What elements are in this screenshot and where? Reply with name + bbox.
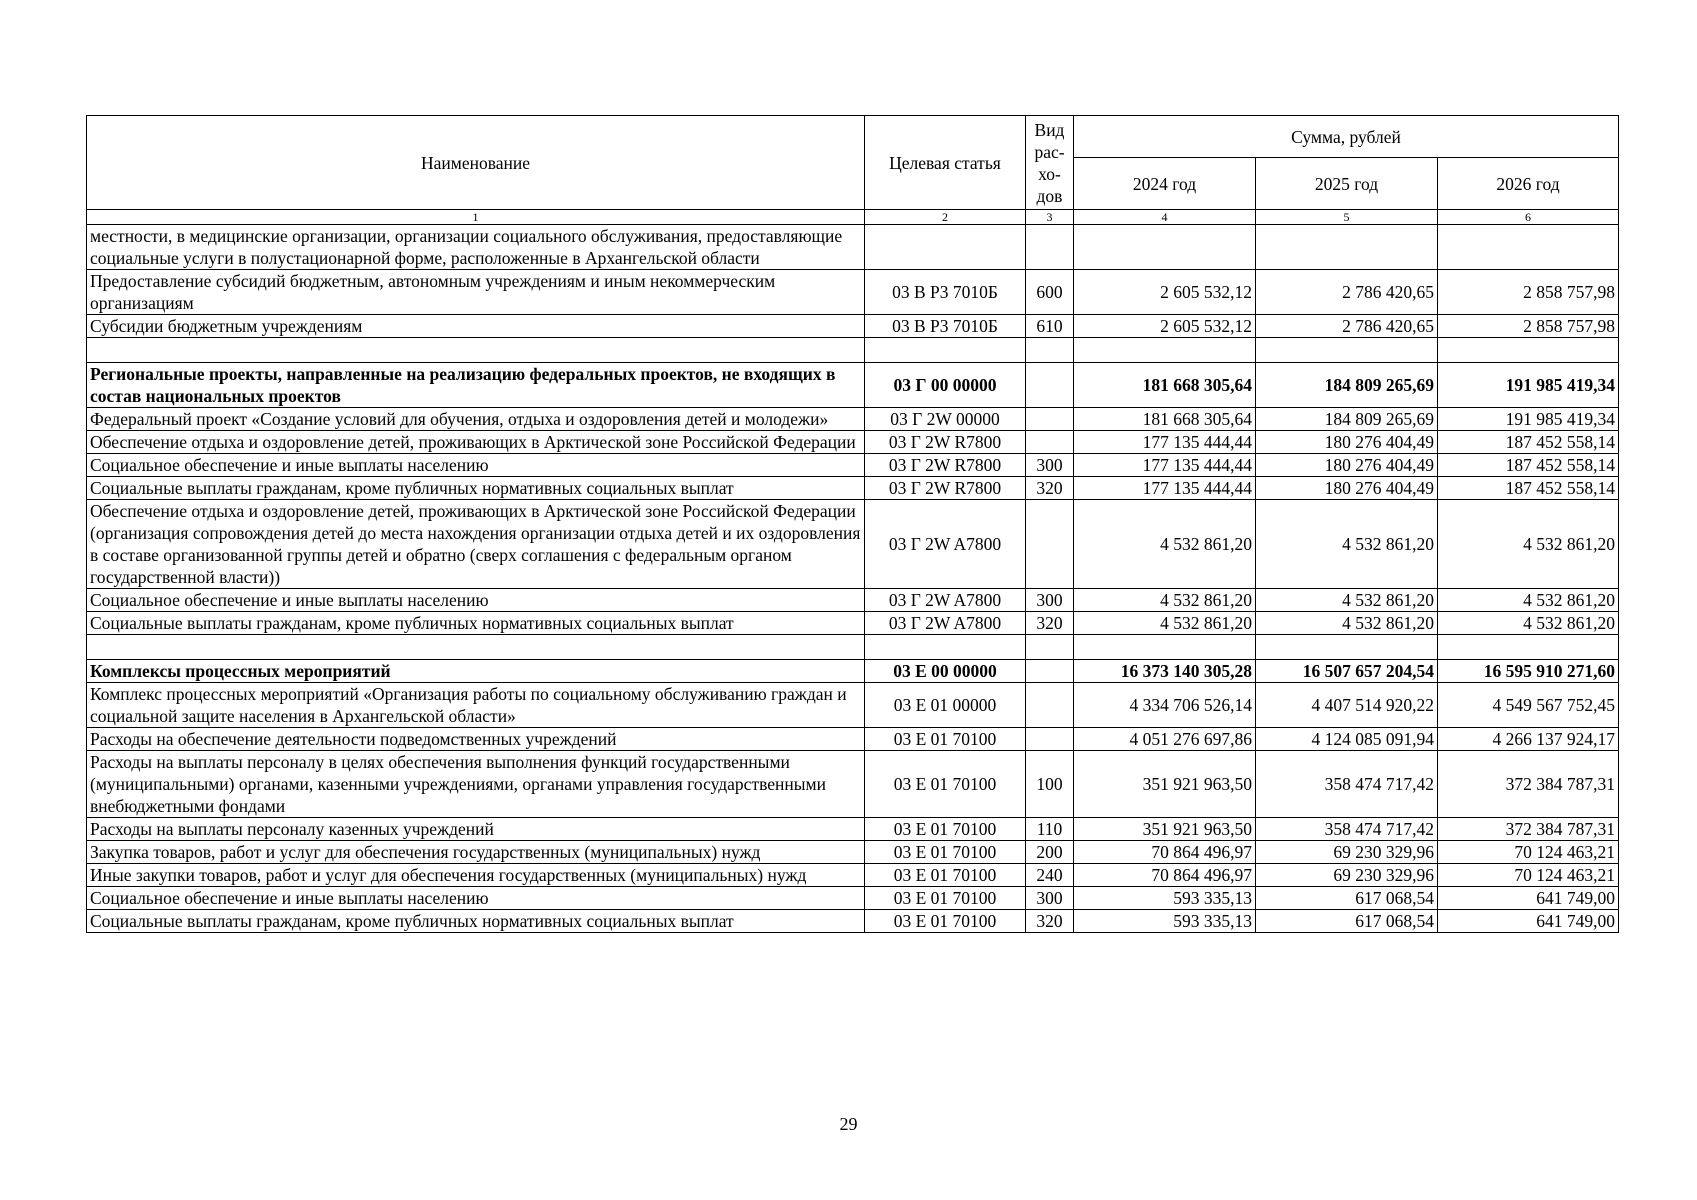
row-expense-type xyxy=(1026,363,1074,408)
header-target: Целевая статья xyxy=(865,116,1026,210)
row-sum-2024: 177 135 444,44 xyxy=(1074,454,1256,477)
row-target-code xyxy=(865,225,1026,270)
row-target-code: 03 Е 01 70100 xyxy=(865,887,1026,910)
row-sum-2024: 181 668 305,64 xyxy=(1074,408,1256,431)
row-sum-2025: 358 474 717,42 xyxy=(1256,818,1438,841)
row-sum-2024: 593 335,13 xyxy=(1074,887,1256,910)
row-sum-2025: 4 532 861,20 xyxy=(1256,589,1438,612)
row-sum-2025: 180 276 404,49 xyxy=(1256,431,1438,454)
table-row xyxy=(87,589,1619,612)
row-sum-2026: 70 124 463,21 xyxy=(1438,841,1619,864)
row-name: Иные закупки товаров, работ и услуг для обеспечения государственных (муниципальных) нужд xyxy=(87,864,865,887)
row-sum-2025: 69 230 329,96 xyxy=(1256,864,1438,887)
table-row xyxy=(87,751,1619,818)
header-sum: Сумма, рублей xyxy=(1074,116,1619,158)
row-target-code: 03 Е 01 70100 xyxy=(865,818,1026,841)
row-target-code: 03 В Р3 7010Б xyxy=(865,270,1026,315)
row-sum-2026: 4 549 567 752,45 xyxy=(1438,683,1619,728)
row-sum-2025: 617 068,54 xyxy=(1256,910,1438,933)
row-sum-2025: 184 809 265,69 xyxy=(1256,408,1438,431)
table-row xyxy=(87,818,1619,841)
row-sum-2025: 358 474 717,42 xyxy=(1256,751,1438,818)
row-sum-2026 xyxy=(1438,338,1619,363)
row-target-code: 03 Г 2W R7800 xyxy=(865,431,1026,454)
row-expense-type: 100 xyxy=(1026,751,1074,818)
row-expense-type: 610 xyxy=(1026,315,1074,338)
header-name: Наименование xyxy=(87,116,865,210)
row-sum-2026: 4 532 861,20 xyxy=(1438,500,1619,589)
table-row xyxy=(87,864,1619,887)
column-number: 4 xyxy=(1074,210,1256,225)
row-name: Социальные выплаты гражданам, кроме публичных нормативных социальных выплат xyxy=(87,612,865,635)
row-sum-2024: 4 532 861,20 xyxy=(1074,612,1256,635)
row-sum-2024: 4 532 861,20 xyxy=(1074,500,1256,589)
row-sum-2026: 372 384 787,31 xyxy=(1438,751,1619,818)
column-number: 5 xyxy=(1256,210,1438,225)
table-row xyxy=(87,660,1619,683)
row-expense-type: 320 xyxy=(1026,477,1074,500)
row-expense-type xyxy=(1026,431,1074,454)
table-row-empty xyxy=(87,338,1619,363)
table-row xyxy=(87,728,1619,751)
row-sum-2024: 2 605 532,12 xyxy=(1074,270,1256,315)
row-name: Закупка товаров, работ и услуг для обеспечения государственных (муниципальных) нужд xyxy=(87,841,865,864)
row-target-code: 03 Е 01 70100 xyxy=(865,910,1026,933)
row-target-code: 03 Г 2W A7800 xyxy=(865,589,1026,612)
row-expense-type xyxy=(1026,660,1074,683)
row-name: Социальное обеспечение и иные выплаты населению xyxy=(87,454,865,477)
row-name: Комплекс процессных мероприятий «Организация работы по социальному обслуживанию граждан и социальной защите населения в Архангельской области» xyxy=(87,683,865,728)
row-sum-2026: 187 452 558,14 xyxy=(1438,431,1619,454)
row-expense-type: 240 xyxy=(1026,864,1074,887)
row-sum-2026: 2 858 757,98 xyxy=(1438,270,1619,315)
row-sum-2026: 372 384 787,31 xyxy=(1438,818,1619,841)
header-2026: 2026 год xyxy=(1438,158,1619,210)
column-number: 2 xyxy=(865,210,1026,225)
row-sum-2025 xyxy=(1256,225,1438,270)
row-sum-2025: 184 809 265,69 xyxy=(1256,363,1438,408)
row-sum-2025 xyxy=(1256,338,1438,363)
row-name: Федеральный проект «Создание условий для обучения, отдыха и оздоровления детей и молодежи» xyxy=(87,408,865,431)
row-name: Расходы на выплаты персоналу казенных учреждений xyxy=(87,818,865,841)
header-vid: Вид рас-хо-дов xyxy=(1026,116,1074,210)
row-sum-2026: 16 595 910 271,60 xyxy=(1438,660,1619,683)
row-name: Региональные проекты, направленные на реализацию федеральных проектов, не входящих в состав национальных проектов xyxy=(87,363,865,408)
row-sum-2026: 4 266 137 924,17 xyxy=(1438,728,1619,751)
row-sum-2024: 70 864 496,97 xyxy=(1074,864,1256,887)
row-expense-type: 300 xyxy=(1026,887,1074,910)
table-row xyxy=(87,408,1619,431)
row-sum-2025 xyxy=(1256,635,1438,660)
row-sum-2025: 2 786 420,65 xyxy=(1256,270,1438,315)
table-row xyxy=(87,887,1619,910)
row-sum-2026 xyxy=(1438,635,1619,660)
row-sum-2026: 187 452 558,14 xyxy=(1438,477,1619,500)
row-target-code: 03 Г 2W R7800 xyxy=(865,454,1026,477)
table-row xyxy=(87,431,1619,454)
row-sum-2026: 70 124 463,21 xyxy=(1438,864,1619,887)
row-name: Социальное обеспечение и иные выплаты населению xyxy=(87,887,865,910)
row-target-code: 03 В Р3 7010Б xyxy=(865,315,1026,338)
row-expense-type xyxy=(1026,338,1074,363)
row-expense-type: 600 xyxy=(1026,270,1074,315)
budget-table-page xyxy=(86,115,1618,933)
row-sum-2025: 4 124 085 091,94 xyxy=(1256,728,1438,751)
row-sum-2026: 641 749,00 xyxy=(1438,887,1619,910)
table-row xyxy=(87,315,1619,338)
row-expense-type xyxy=(1026,683,1074,728)
row-sum-2024: 181 668 305,64 xyxy=(1074,363,1256,408)
row-sum-2024: 4 051 276 697,86 xyxy=(1074,728,1256,751)
row-expense-type xyxy=(1026,728,1074,751)
table-row-empty xyxy=(87,635,1619,660)
row-sum-2025: 2 786 420,65 xyxy=(1256,315,1438,338)
table-row xyxy=(87,500,1619,589)
row-expense-type xyxy=(1026,225,1074,270)
row-expense-type: 300 xyxy=(1026,454,1074,477)
row-sum-2026: 4 532 861,20 xyxy=(1438,589,1619,612)
row-target-code: 03 Е 01 00000 xyxy=(865,683,1026,728)
row-name xyxy=(87,635,865,660)
row-target-code: 03 Е 01 70100 xyxy=(865,728,1026,751)
row-name xyxy=(87,338,865,363)
row-sum-2024: 351 921 963,50 xyxy=(1074,751,1256,818)
row-expense-type xyxy=(1026,408,1074,431)
row-sum-2025: 617 068,54 xyxy=(1256,887,1438,910)
column-number-row xyxy=(87,210,1619,225)
row-target-code: 03 Г 2W A7800 xyxy=(865,612,1026,635)
budget-table xyxy=(86,115,1619,933)
row-expense-type: 320 xyxy=(1026,612,1074,635)
row-target-code xyxy=(865,635,1026,660)
row-sum-2024: 4 334 706 526,14 xyxy=(1074,683,1256,728)
row-target-code: 03 Г 2W A7800 xyxy=(865,500,1026,589)
row-name: Социальные выплаты гражданам, кроме публичных нормативных социальных выплат xyxy=(87,910,865,933)
row-name: Субсидии бюджетным учреждениям xyxy=(87,315,865,338)
table-body xyxy=(87,225,1619,933)
row-expense-type: 110 xyxy=(1026,818,1074,841)
row-sum-2025: 16 507 657 204,54 xyxy=(1256,660,1438,683)
row-sum-2025: 4 407 514 920,22 xyxy=(1256,683,1438,728)
header-2025: 2025 год xyxy=(1256,158,1438,210)
row-name: местности, в медицинские организации, организации социального обслуживания, предоставляющие социальные услуги в полустационарной форме, расположенные в Архангельской области xyxy=(87,225,865,270)
row-sum-2026: 641 749,00 xyxy=(1438,910,1619,933)
row-target-code: 03 Г 2W 00000 xyxy=(865,408,1026,431)
row-target-code: 03 Е 01 70100 xyxy=(865,864,1026,887)
row-sum-2025: 180 276 404,49 xyxy=(1256,477,1438,500)
row-sum-2024 xyxy=(1074,225,1256,270)
row-target-code: 03 Е 01 70100 xyxy=(865,841,1026,864)
row-target-code: 03 Е 00 00000 xyxy=(865,660,1026,683)
row-target-code: 03 Г 2W R7800 xyxy=(865,477,1026,500)
row-sum-2024 xyxy=(1074,635,1256,660)
table-row xyxy=(87,683,1619,728)
row-sum-2026: 191 985 419,34 xyxy=(1438,408,1619,431)
row-target-code: 03 Г 00 00000 xyxy=(865,363,1026,408)
table-row xyxy=(87,225,1619,270)
column-number: 6 xyxy=(1438,210,1619,225)
row-name: Обеспечение отдыха и оздоровление детей, проживающих в Арктической зоне Российской Федерации (организация сопровождения детей до места нахождения организации отдыха детей и их оздоровления в составе организованной группы детей и обратно (сверх соглашения с федеральным органом государственной власти)) xyxy=(87,500,865,589)
table-row xyxy=(87,363,1619,408)
row-sum-2025: 4 532 861,20 xyxy=(1256,612,1438,635)
table-row xyxy=(87,841,1619,864)
row-sum-2026: 2 858 757,98 xyxy=(1438,315,1619,338)
row-expense-type xyxy=(1026,635,1074,660)
row-name: Комплексы процессных мероприятий xyxy=(87,660,865,683)
row-name: Социальные выплаты гражданам, кроме публичных нормативных социальных выплат xyxy=(87,477,865,500)
row-sum-2024: 351 921 963,50 xyxy=(1074,818,1256,841)
table-row xyxy=(87,477,1619,500)
page-number: 29 xyxy=(839,1114,858,1134)
row-sum-2024: 593 335,13 xyxy=(1074,910,1256,933)
row-sum-2026: 187 452 558,14 xyxy=(1438,454,1619,477)
row-name: Обеспечение отдыха и оздоровление детей, проживающих в Арктической зоне Российской Федерации xyxy=(87,431,865,454)
row-name: Социальное обеспечение и иные выплаты населению xyxy=(87,589,865,612)
row-sum-2024: 70 864 496,97 xyxy=(1074,841,1256,864)
table-row xyxy=(87,612,1619,635)
row-sum-2024: 177 135 444,44 xyxy=(1074,477,1256,500)
row-expense-type: 200 xyxy=(1026,841,1074,864)
table-row xyxy=(87,270,1619,315)
row-sum-2024: 177 135 444,44 xyxy=(1074,431,1256,454)
row-sum-2025: 69 230 329,96 xyxy=(1256,841,1438,864)
row-name: Предоставление субсидий бюджетным, автономным учреждениям и иным некоммерческим организациям xyxy=(87,270,865,315)
row-sum-2026: 4 532 861,20 xyxy=(1438,612,1619,635)
row-name: Расходы на выплаты персоналу в целях обеспечения выполнения функций государственными (муниципальными) органами, казенными учреждениями, органами управления государственными внебюджетными фондами xyxy=(87,751,865,818)
row-sum-2024: 16 373 140 305,28 xyxy=(1074,660,1256,683)
row-sum-2026 xyxy=(1438,225,1619,270)
row-expense-type xyxy=(1026,500,1074,589)
row-sum-2026: 191 985 419,34 xyxy=(1438,363,1619,408)
column-number: 1 xyxy=(87,210,865,225)
row-name: Расходы на обеспечение деятельности подведомственных учреждений xyxy=(87,728,865,751)
column-number: 3 xyxy=(1026,210,1074,225)
row-sum-2025: 180 276 404,49 xyxy=(1256,454,1438,477)
table-row xyxy=(87,910,1619,933)
row-target-code: 03 Е 01 70100 xyxy=(865,751,1026,818)
table-row xyxy=(87,454,1619,477)
row-sum-2024 xyxy=(1074,338,1256,363)
row-expense-type: 320 xyxy=(1026,910,1074,933)
header-2024: 2024 год xyxy=(1074,158,1256,210)
row-sum-2025: 4 532 861,20 xyxy=(1256,500,1438,589)
row-target-code xyxy=(865,338,1026,363)
row-sum-2024: 4 532 861,20 xyxy=(1074,589,1256,612)
row-sum-2024: 2 605 532,12 xyxy=(1074,315,1256,338)
row-expense-type: 300 xyxy=(1026,589,1074,612)
